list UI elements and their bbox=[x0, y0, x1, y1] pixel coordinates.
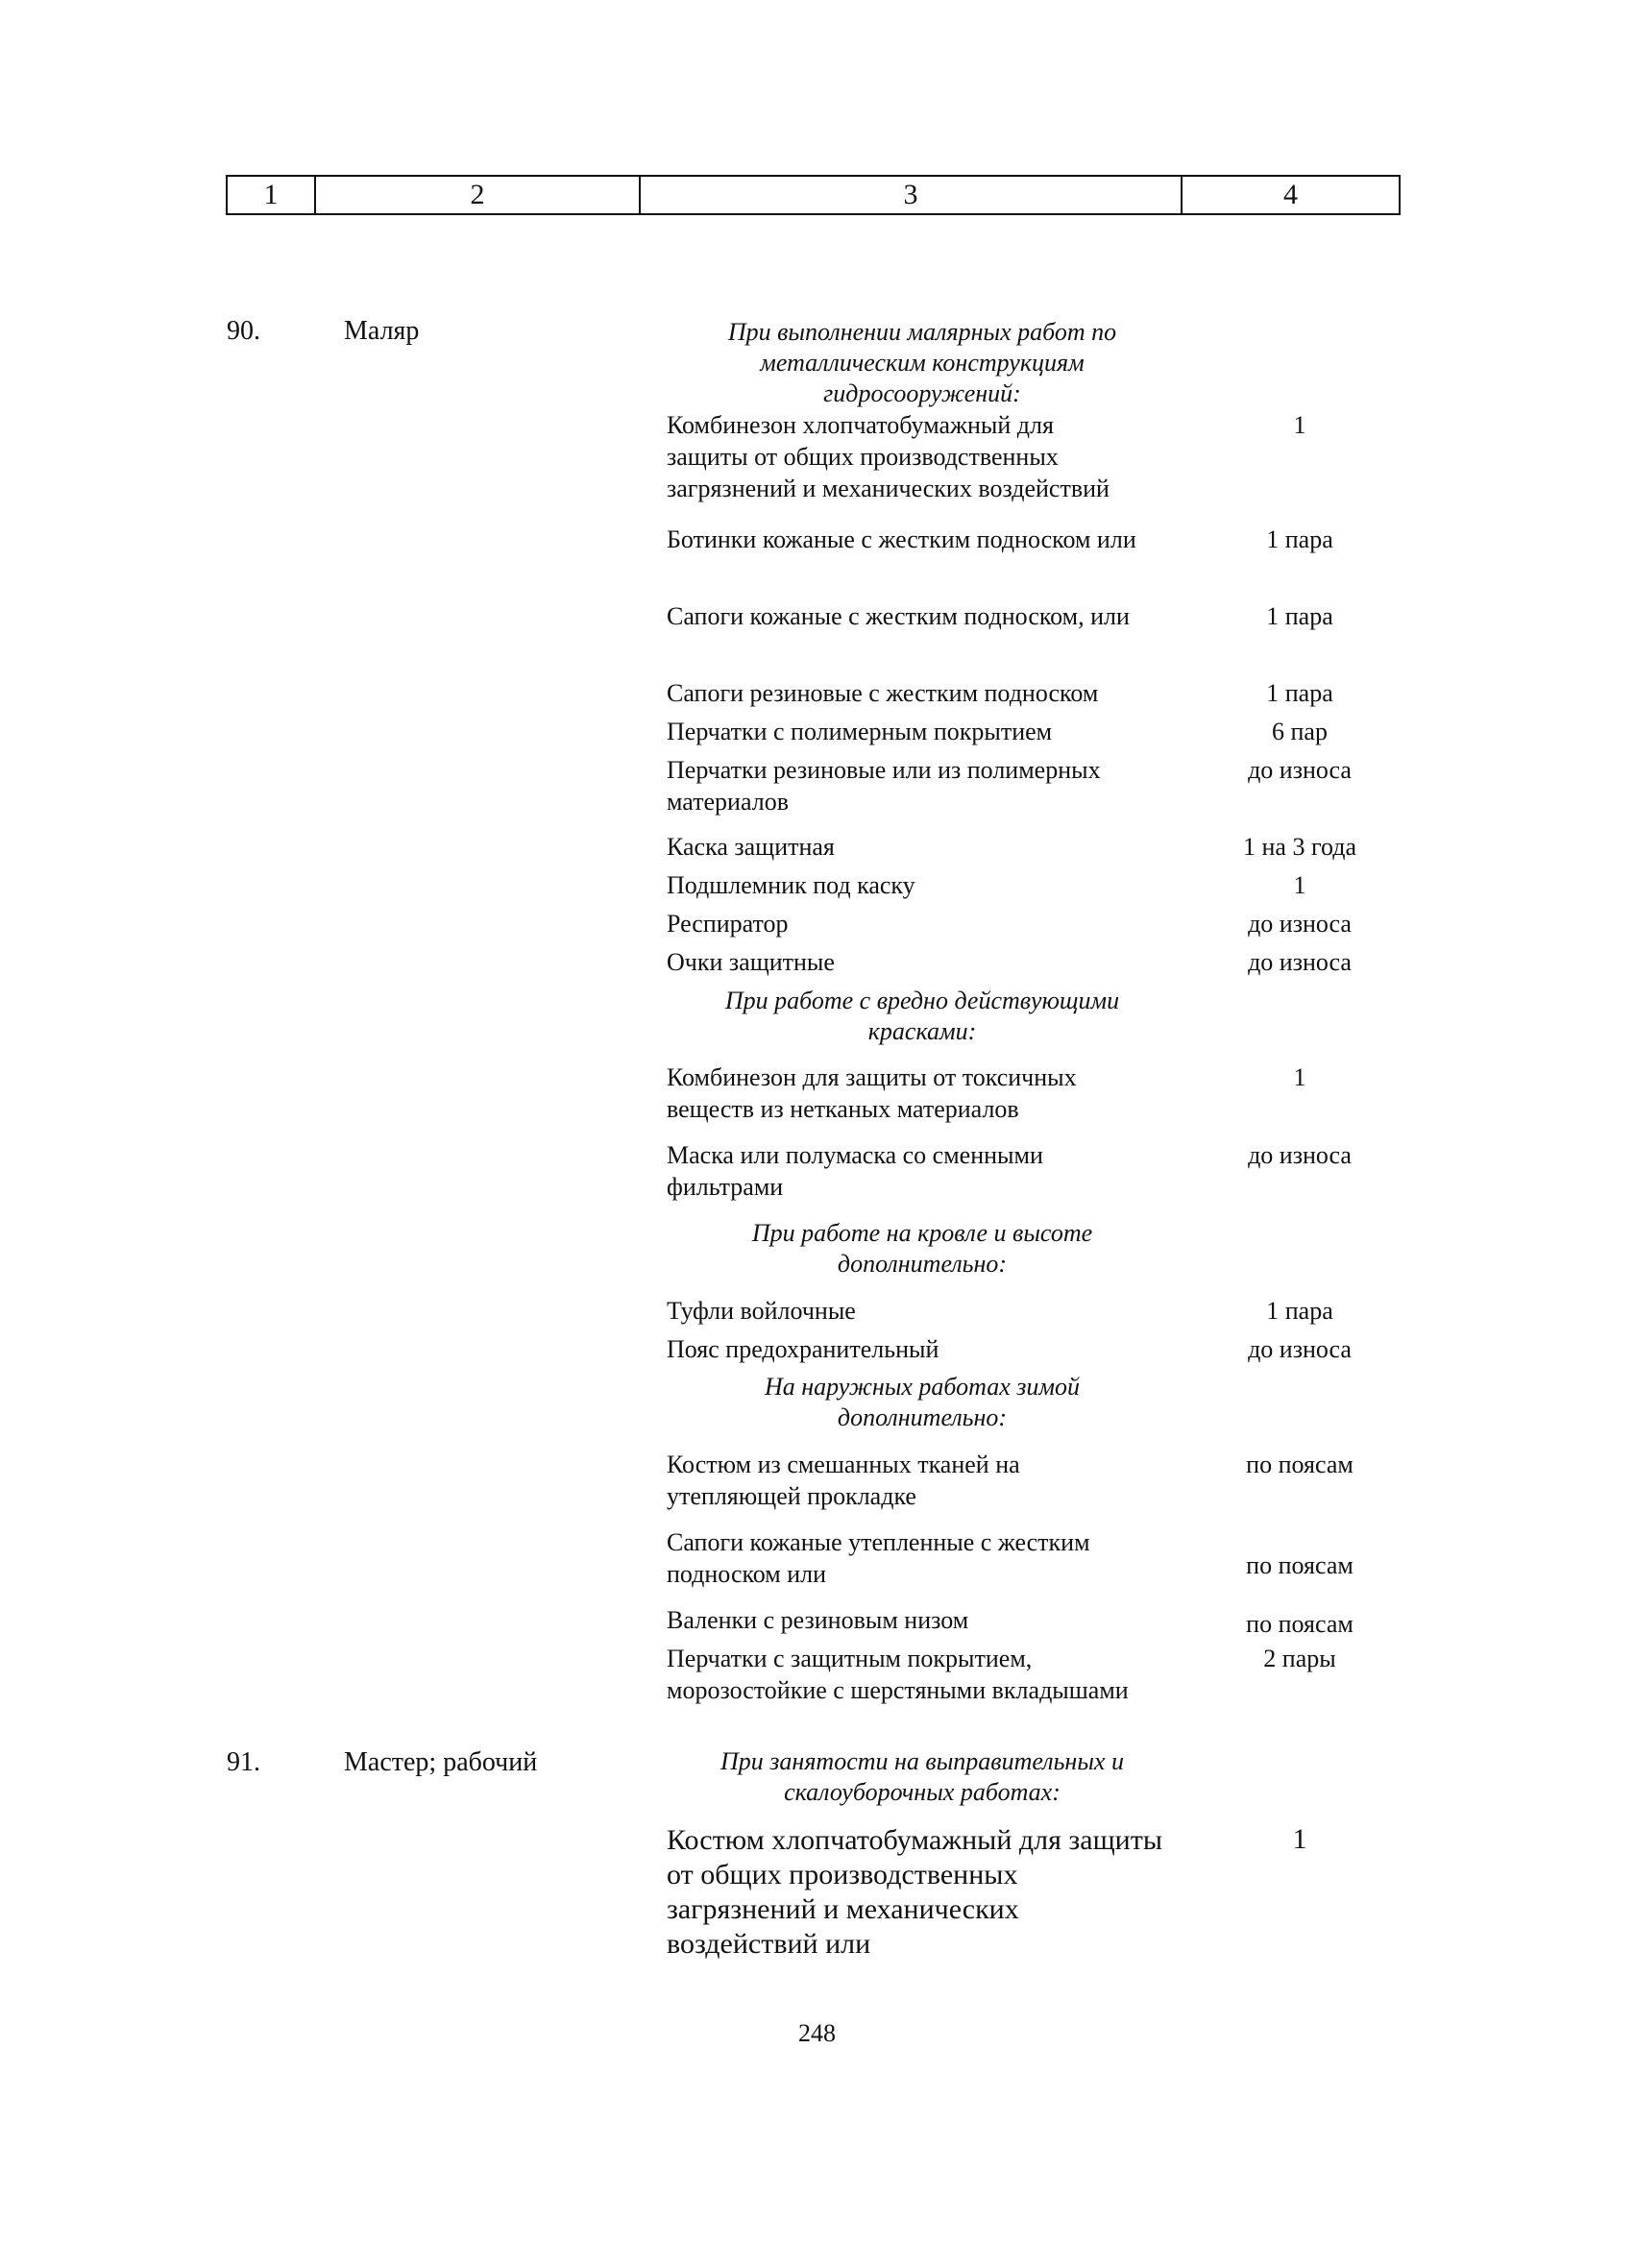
item-quantity: до износа bbox=[1248, 910, 1352, 938]
item-line: утепляющей прокладке bbox=[667, 1482, 916, 1510]
item-line: Перчатки резиновые или из полимерных bbox=[667, 756, 1101, 784]
section-heading-line: При работе на кровле и высоте bbox=[751, 1219, 1093, 1247]
item-quantity: по поясам bbox=[1246, 1451, 1354, 1478]
section-heading bbox=[653, 1218, 1191, 1280]
section-heading-line: металлическим конструкциям bbox=[760, 349, 1085, 377]
item-line: веществ из нетканых материалов bbox=[667, 1095, 1019, 1123]
item-quantity: 1 пара bbox=[1266, 602, 1333, 630]
section-heading-line: При выполнении малярных работ по bbox=[727, 318, 1117, 346]
list-item bbox=[667, 1061, 1205, 1125]
section-heading-line: дополнительно: bbox=[837, 1250, 1008, 1278]
list-item bbox=[667, 946, 1205, 978]
item-line: подноском или bbox=[667, 1560, 827, 1588]
item-line: Каска защитная bbox=[667, 833, 835, 861]
entry-number: 91. bbox=[227, 1747, 260, 1777]
item-line: от общих производственных bbox=[667, 1859, 1018, 1890]
item-quantity: по поясам bbox=[1246, 1610, 1354, 1638]
list-item bbox=[667, 1295, 1205, 1327]
item-quantity: до износа bbox=[1248, 948, 1352, 976]
item-quantity: 1 bbox=[1292, 1823, 1307, 1855]
item-quantity: до износа bbox=[1248, 1335, 1352, 1363]
list-item bbox=[667, 677, 1205, 709]
list-item bbox=[667, 409, 1205, 504]
item-line: Сапоги кожаные с жестким подноском, или bbox=[667, 602, 1130, 630]
item-line: материалов bbox=[667, 788, 789, 816]
item-line: Перчатки с полимерным покрытием bbox=[667, 718, 1053, 745]
item-line: Костюм хлопчатобумажный для защиты bbox=[667, 1824, 1162, 1856]
item-line: загрязнений и механических воздействий bbox=[667, 475, 1110, 502]
list-item bbox=[667, 869, 1205, 901]
item-line: фильтрами bbox=[667, 1173, 784, 1201]
item-line: Перчатки с защитным покрытием, bbox=[667, 1645, 1033, 1672]
section-heading-line: скалоуборочных работах: bbox=[784, 1778, 1061, 1806]
section-heading bbox=[653, 986, 1191, 1047]
list-item bbox=[667, 1823, 1205, 1962]
list-item bbox=[667, 1604, 1205, 1636]
list-item bbox=[667, 1333, 1205, 1365]
section-heading bbox=[653, 1746, 1191, 1808]
list-item bbox=[667, 716, 1205, 747]
item-quantity: по поясам bbox=[1246, 1551, 1354, 1579]
item-quantity: 1 пара bbox=[1266, 525, 1333, 553]
list-item bbox=[667, 524, 1205, 555]
item-quantity: 2 пары bbox=[1263, 1645, 1336, 1672]
item-line: Пояс предохранительный bbox=[667, 1335, 939, 1363]
item-line: Маска или полумаска со сменными bbox=[667, 1141, 1043, 1169]
item-quantity: 1 bbox=[1293, 871, 1306, 899]
item-line: загрязнений и механических bbox=[667, 1893, 1019, 1925]
item-quantity: до износа bbox=[1248, 756, 1352, 784]
column-header-3: 3 bbox=[641, 177, 1183, 213]
item-line: Очки защитные bbox=[667, 948, 835, 976]
item-quantity: 1 bbox=[1293, 411, 1306, 439]
list-item bbox=[667, 754, 1205, 817]
item-line: Сапоги резиновые с жестким подноском bbox=[667, 679, 1099, 707]
item-line: Сапоги кожаные утепленные с жестким bbox=[667, 1528, 1090, 1556]
item-line: морозостойкие с шерстяными вкладышами bbox=[667, 1676, 1129, 1704]
entry-profession: Маляр bbox=[344, 316, 420, 346]
item-quantity: 1 на 3 года bbox=[1243, 833, 1356, 861]
item-line: Туфли войлочные bbox=[667, 1297, 856, 1325]
column-header-1: 1 bbox=[228, 177, 316, 213]
section-heading-line: На наружных работах зимой bbox=[764, 1373, 1081, 1401]
column-header-2: 2 bbox=[316, 177, 641, 213]
item-quantity: 1 bbox=[1293, 1063, 1306, 1091]
item-quantity: до износа bbox=[1248, 1141, 1352, 1169]
section-heading bbox=[653, 317, 1191, 409]
column-header-row bbox=[226, 175, 1401, 215]
column-header-4: 4 bbox=[1283, 179, 1298, 210]
item-quantity: 1 пара bbox=[1266, 679, 1333, 707]
list-item bbox=[667, 1526, 1205, 1590]
item-line: Респиратор bbox=[667, 910, 789, 938]
item-line: Валенки с резиновым низом bbox=[667, 1606, 969, 1634]
section-heading-line: При занятости на выправительных и bbox=[720, 1747, 1124, 1775]
section-heading-line: гидросооружений: bbox=[823, 379, 1021, 407]
entry-number: 90. bbox=[227, 316, 260, 346]
item-line: Комбинезон хлопчатобумажный для bbox=[667, 411, 1054, 439]
item-line: Комбинезон для защиты от токсичных bbox=[667, 1063, 1077, 1091]
section-heading-line: При работе с вредно действующими bbox=[724, 987, 1120, 1014]
item-quantity: 6 пар bbox=[1272, 718, 1328, 745]
page-number: 248 bbox=[798, 2019, 836, 2047]
section-heading-line: дополнительно: bbox=[837, 1403, 1008, 1431]
item-line: Подшлемник под каску bbox=[667, 871, 915, 899]
item-line: Ботинки кожаные с жестким подноском или bbox=[667, 525, 1136, 553]
item-line: воздействий или bbox=[667, 1928, 871, 1960]
section-heading bbox=[653, 1372, 1191, 1433]
section-heading-line: красками: bbox=[867, 1017, 977, 1045]
list-item bbox=[667, 1449, 1205, 1512]
list-item bbox=[667, 831, 1205, 863]
list-item bbox=[667, 1643, 1205, 1706]
list-item bbox=[667, 600, 1205, 632]
item-line: защиты от общих производственных bbox=[667, 443, 1059, 471]
list-item bbox=[667, 908, 1205, 939]
list-item bbox=[667, 1139, 1205, 1203]
item-line: Костюм из смешанных тканей на bbox=[667, 1451, 1020, 1478]
entry-profession: Мастер; рабочий bbox=[344, 1747, 538, 1777]
item-quantity: 1 пара bbox=[1266, 1297, 1333, 1325]
